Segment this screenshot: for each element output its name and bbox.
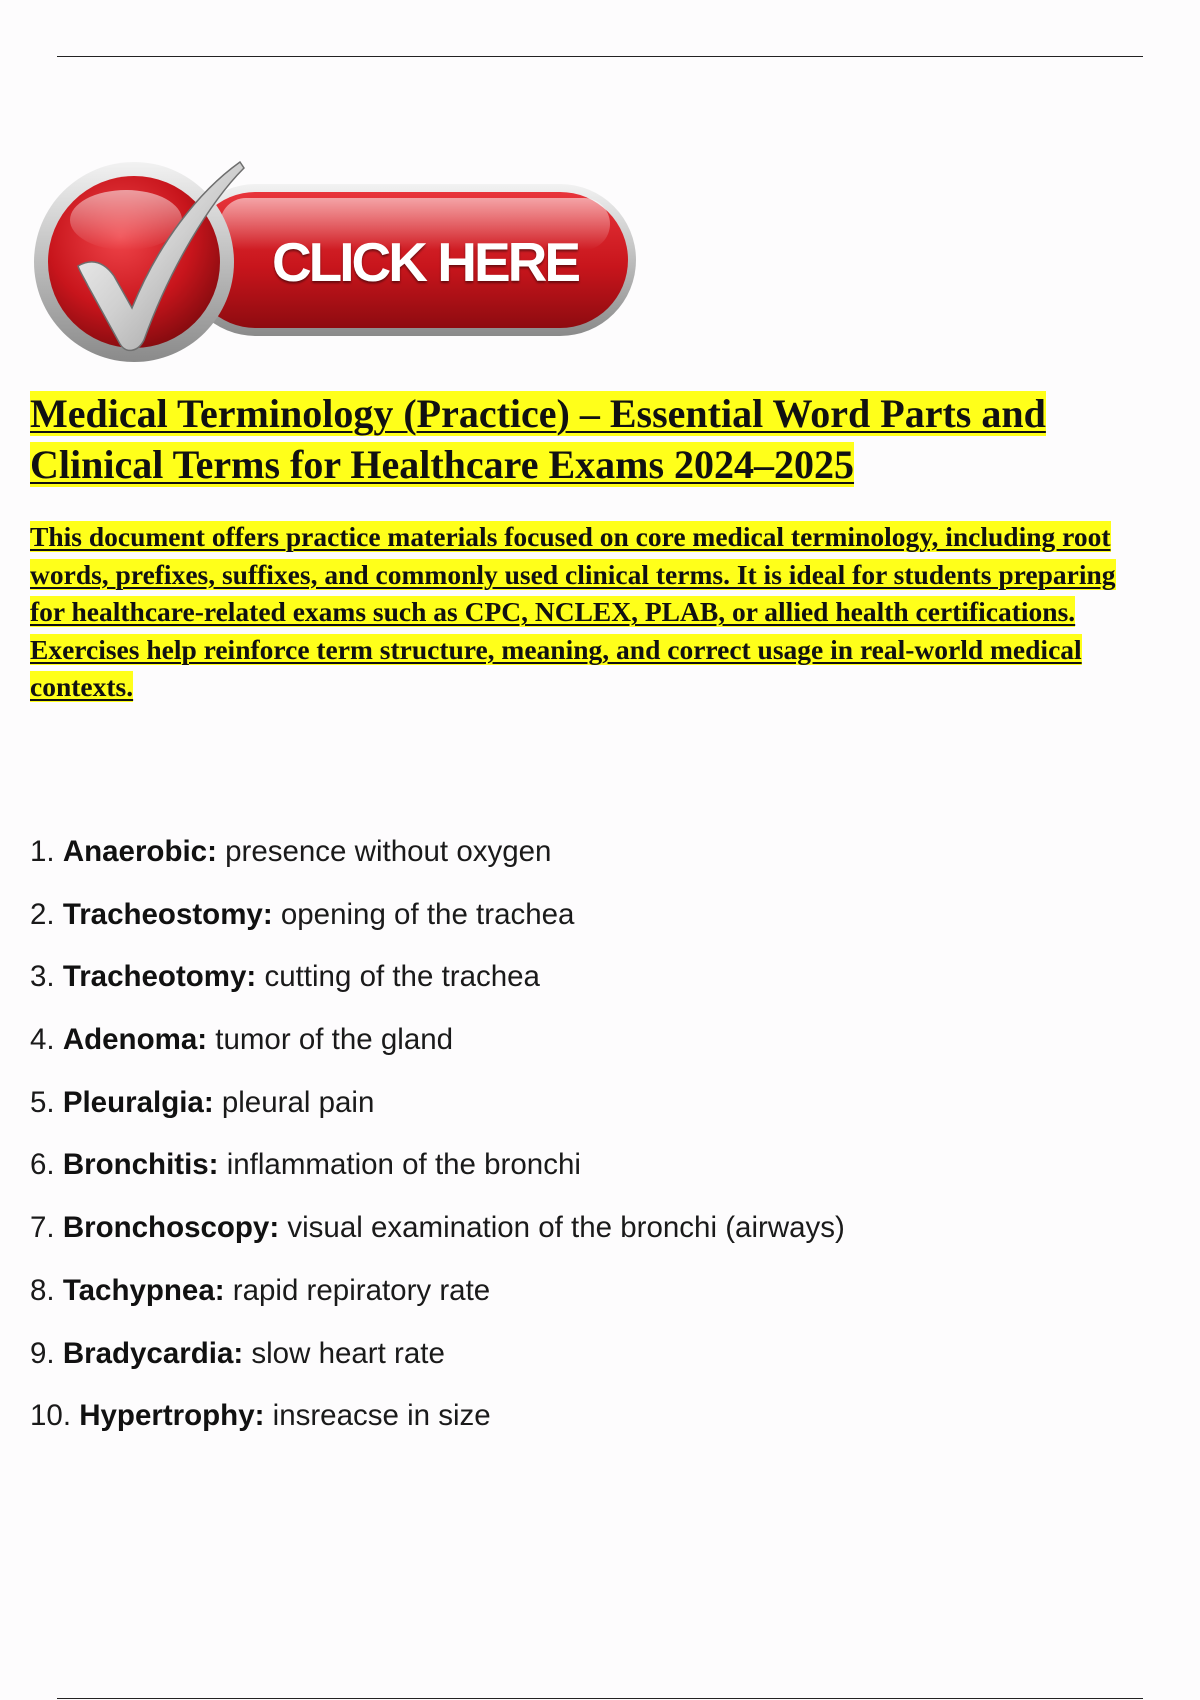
- term: Adenoma:: [62, 1023, 208, 1057]
- item-number: 4.: [30, 1023, 55, 1057]
- document-title-text: Medical Terminology (Practice) – Essential Word Parts and Clinical Terms for Healthcare Exams 2024–2025: [30, 391, 1046, 487]
- definition: tumor of the gland: [215, 1023, 454, 1057]
- item-number: 6.: [30, 1148, 55, 1182]
- checkmark-icon: [30, 158, 640, 363]
- list-item: [30, 1271, 1130, 1334]
- list-item: [30, 1020, 1130, 1083]
- term: Bradycardia:: [62, 1336, 244, 1370]
- list-item: [30, 957, 1130, 1020]
- term: Hypertrophy:: [79, 1399, 265, 1433]
- document-title: [30, 388, 1160, 490]
- definition: presence without oxygen: [225, 835, 552, 868]
- item-number: 9.: [30, 1336, 55, 1370]
- click-here-label: CLICK HERE: [271, 231, 579, 293]
- definition: slow heart rate: [251, 1336, 445, 1370]
- definition: inflammation of the bronchi: [226, 1148, 581, 1182]
- click-here-button[interactable]: [30, 158, 640, 363]
- list-item: [30, 832, 1130, 895]
- definition: insreacse in size: [272, 1399, 491, 1433]
- list-item: [30, 1334, 1130, 1397]
- document-summary: [30, 518, 1135, 706]
- term: Bronchoscopy:: [62, 1211, 280, 1245]
- list-item: [30, 1208, 1130, 1271]
- terms-list: [30, 832, 1130, 1459]
- item-number: 2.: [30, 897, 55, 931]
- term: Anaerobic:: [62, 835, 217, 868]
- document-summary-text: This document offers practice materials focused on core medical terminology, including root words, prefixes, suffixes, and commonly used clinical terms. It is ideal for students preparing for healthcare-related exams such as CPC, NCLEX, PLAB, or allied health certifications. Exercises help reinforce term structure, meaning, and correct usage in real-world medical contexts.: [30, 521, 1116, 703]
- definition: rapid repiratory rate: [232, 1273, 491, 1307]
- bottom-divider: [57, 1698, 1143, 1699]
- term: Bronchitis:: [62, 1148, 219, 1182]
- definition: pleural pain: [221, 1085, 375, 1119]
- list-item: [30, 1396, 1130, 1459]
- term: Tracheostomy:: [62, 897, 273, 931]
- list-item: [30, 895, 1130, 958]
- list-item: [30, 1145, 1130, 1208]
- item-number: 8.: [30, 1273, 55, 1307]
- top-divider: [57, 56, 1143, 57]
- list-item: [30, 1083, 1130, 1146]
- term: Pleuralgia:: [62, 1085, 214, 1119]
- item-number: 7.: [30, 1211, 55, 1245]
- item-number: 10.: [30, 1399, 72, 1433]
- term: Tracheotomy:: [62, 960, 257, 994]
- item-number: 1.: [30, 835, 55, 868]
- definition: opening of the trachea: [280, 897, 575, 931]
- item-number: 3.: [30, 960, 55, 994]
- term: Tachypnea:: [62, 1273, 225, 1307]
- item-number: 5.: [30, 1085, 55, 1119]
- definition: cutting of the trachea: [264, 960, 540, 994]
- definition: visual examination of the bronchi (airways): [287, 1211, 845, 1245]
